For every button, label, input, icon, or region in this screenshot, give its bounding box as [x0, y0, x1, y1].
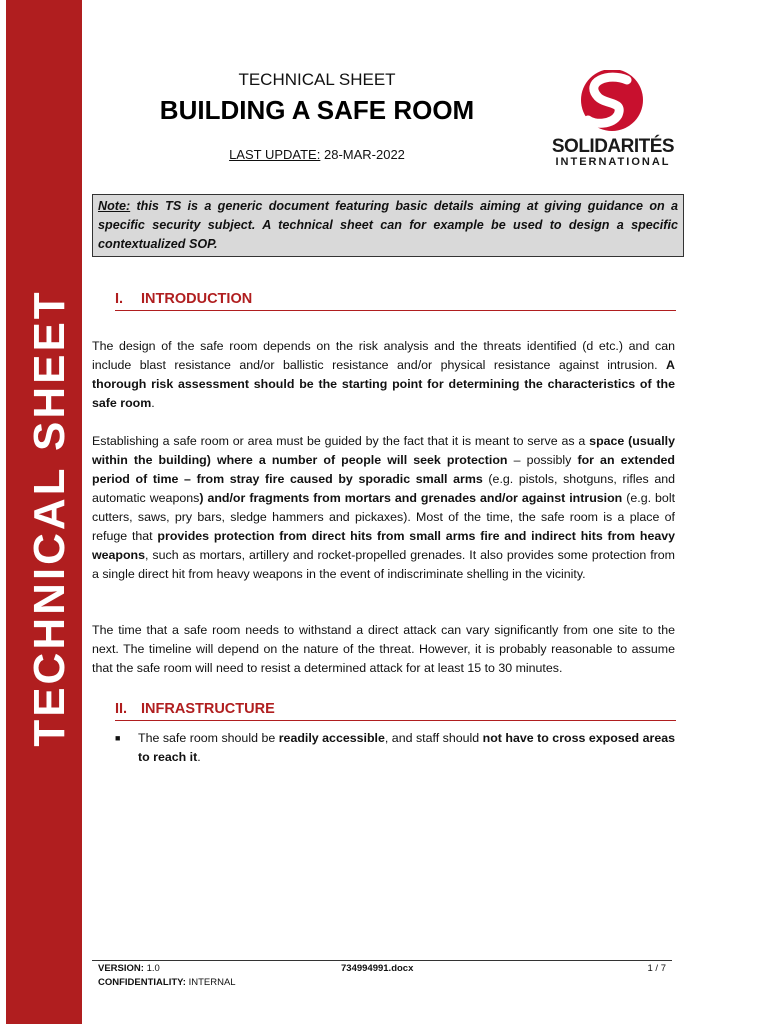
- section-number: I.: [115, 291, 124, 307]
- intro-paragraph-2: Establishing a safe room or area must be guided by the fact that it is meant to serve as a space (usually within the building) where a number of people will seek protection – possibly for an extended period of time – from stray fire caused by sporadic small arms (e.g. pistols, shotguns, rifles and automatic weapons) and/or fragments from mortars and grenades and/or against intrusion (e.g. bolt cutters, saws, pry bars, sledge hammers and pickaxes). Most of the time, the safe room is a place of refuge that provides protection from direct hits from small arms fire and indirect hits from heavy weapons, such as mortars, artillery and rocket-propelled grenades. It also provides some protection from a single direct hit from heavy weapons in the event of indiscriminate shelling in the vicinity.: [92, 434, 676, 581]
- logo-subname: INTERNATIONAL: [555, 156, 671, 168]
- confidentiality-value: INTERNAL: [188, 977, 236, 988]
- list-item: [115, 729, 675, 767]
- document-type: TECHNICAL SHEET: [238, 70, 396, 89]
- section-heading-introduction: [115, 291, 676, 311]
- intro-paragraph-3: The time that a safe room needs to withstand a direct attack can vary significantly from one site to the next. The timeline will depend on the nature of the threat. However, it is probably reasonable to assume that the safe room will need to resist a determined attack for at least 15 to 30 minutes.: [92, 623, 675, 675]
- note-box: [92, 194, 684, 257]
- sidebar-band: [6, 0, 82, 1024]
- logo-name: SOLIDARITÉS: [551, 136, 675, 157]
- last-update-label: LAST UPDATE:: [229, 147, 321, 162]
- section-title: INFRASTRUCTURE: [141, 701, 275, 717]
- file-name: 734994991.docx: [341, 963, 414, 974]
- section-heading-infrastructure: [115, 701, 676, 721]
- note-label: Note:: [98, 199, 131, 213]
- intro-paragraph-1: The design of the safe room depends on the risk analysis and the threats identified (d etc.) and can include blast resistance and/or ballistic resistance and/or physical resistance against intrusion. A thorough risk assessment should be the starting point for determining the characteristics of the safe room.: [92, 339, 675, 410]
- square-bullet-icon: ■: [115, 733, 121, 743]
- section-title: INTRODUCTION: [141, 291, 253, 307]
- organization-logo: [548, 70, 678, 170]
- last-update: [160, 147, 474, 162]
- confidentiality-label: CONFIDENTIALITY:: [98, 977, 186, 988]
- note-text: this TS is a generic document featuring basic details aiming at giving guidance on a specific security subject. A technical sheet can for example be used to design a specific contextualized SOP.: [98, 199, 679, 251]
- version-label: VERSION:: [98, 963, 144, 974]
- sidebar-label: TECHNICAL SHEET: [25, 289, 74, 747]
- page-footer: [92, 960, 672, 991]
- logo-s-icon: [548, 70, 678, 136]
- version-value: 1.0: [146, 963, 160, 974]
- version-info: [98, 963, 160, 974]
- last-update-date: 28-MAR-2022: [323, 147, 405, 162]
- list-item-text: The safe room should be readily accessible, and staff should not have to cross exposed areas to reach it.: [138, 731, 675, 764]
- page-number: 1 / 7: [647, 963, 666, 974]
- page-title: BUILDING A SAFE ROOM: [159, 95, 475, 125]
- section-number: II.: [115, 701, 128, 717]
- confidentiality-info: [98, 977, 236, 988]
